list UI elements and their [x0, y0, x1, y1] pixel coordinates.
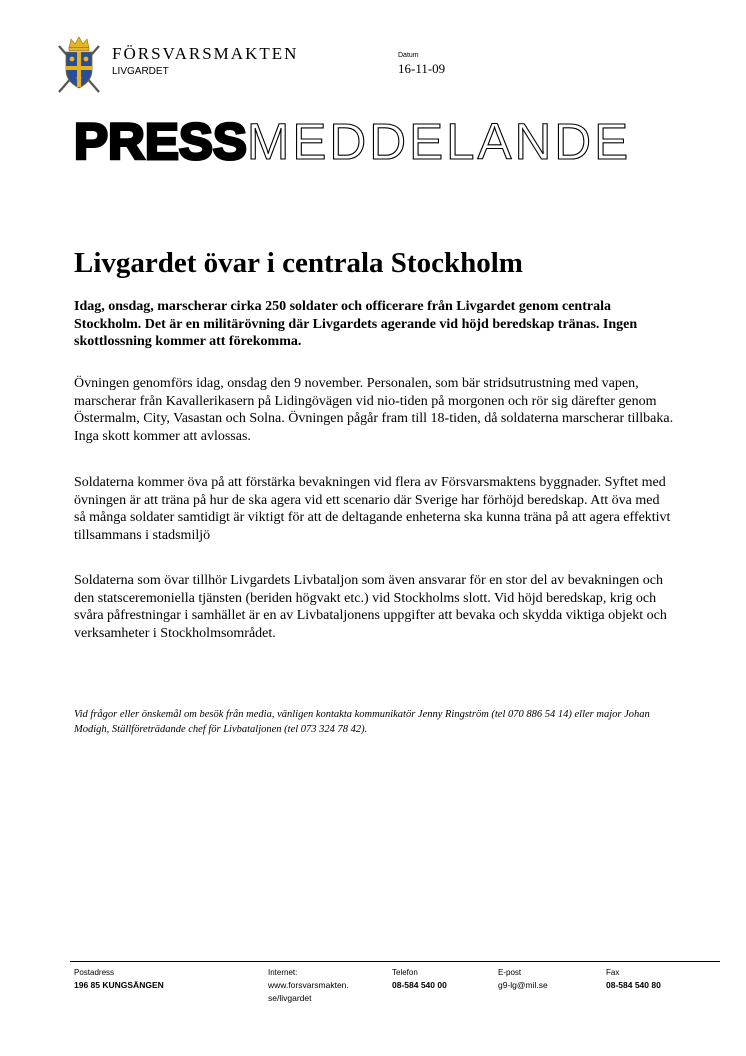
footer-value: 08-584 540 80: [606, 980, 661, 990]
forsvarsmakten-crest-logo: [54, 34, 104, 96]
footer-telephone: [392, 966, 492, 992]
organization-unit: LIVGARDET: [112, 66, 169, 77]
banner-bold-word: PRESS: [74, 113, 247, 170]
footer-label: E-post: [498, 968, 522, 977]
footer-value: 196 85 KUNGSÄNGEN: [74, 980, 164, 990]
date-label: Datum: [398, 52, 419, 59]
footer-label: Postadress: [74, 968, 115, 977]
banner-outline-word: MEDDELANDE: [246, 113, 632, 170]
article-paragraph: Soldaterna som övar tillhör Livgardets Livbataljon som även ansvarar för en stor del av bevakningen och den statsceremoniella tjänsten (beriden högvakt etc.) vid Stockholms slott. Vid höjd beredskap, krig och svåra påfrestningar i samhället är en av Livbataljonens uppgifter att bevaka och skydda viktiga objekt och verksamheter i Stockholmsområdet.: [74, 573, 667, 641]
article-paragraph: Soldaterna kommer öva på att förstärka bevakningen vid flera av Försvarsmaktens byggnader. Syftet med övningen är att träna på hur de ska agera vid ett scenario där Sverige har förhöjd beredskap. Att öva med så många soldater samtidigt är viktigt för att de deltagande enheterna ska kunna träna på att agera effektivt tillsammans i stadsmiljö: [74, 475, 671, 543]
footer-email-link[interactable]: g9-lg@mil.se: [498, 980, 548, 990]
footer-postal-address: [74, 966, 244, 992]
article-paragraph: Övningen genomförs idag, onsdag den 9 november. Personalen, som bär stridsutrustning med vapen, marscherar från Kavallerikasern på Lidingövägen vid nio-tiden på morgonen och rör sig därefter genom Östermalm, City, Vasastan och Solna. Övningen pågår fram till 18-tiden, då soldaterna marscherar tillbaka. Inga skott kommer att avlossas.: [74, 376, 674, 444]
footer-internet: [268, 966, 378, 1005]
footer-fax: [606, 966, 716, 992]
footer-divider: [70, 961, 720, 962]
footer-email: [498, 966, 598, 992]
article-headline: Livgardet övar i centrala Stockholm: [74, 247, 523, 279]
press-release-banner: [74, 112, 631, 172]
article-lead: Idag, onsdag, marscherar cirka 250 soldater och officerare från Livgardet genom centrala Stockholm. Det är en militärövning där Livgardets agerande vid höjd beredskap tränas. Ingen skottlossning kommer att förekomma.: [74, 299, 638, 349]
date-value: 16-11-09: [398, 61, 446, 76]
footer-label: Internet:: [268, 968, 298, 977]
footer-value: 08-584 540 00: [392, 980, 447, 990]
organization-name: FÖRSVARSMAKTEN: [112, 44, 299, 63]
footer-label: Telefon: [392, 968, 418, 977]
media-contact-note: Vid frågor eller önskemål om besök från media, vänligen kontakta kommunikatör Jenny Ringström (tel 070 886 54 14) eller major Johan Modigh, Ställföreträdande chef för Livbataljonen (tel 073 324 78 42).: [74, 709, 650, 735]
footer-label: Fax: [606, 968, 620, 977]
footer-website-link[interactable]: www.forsvarsmakten. se/livgardet: [268, 980, 349, 1003]
